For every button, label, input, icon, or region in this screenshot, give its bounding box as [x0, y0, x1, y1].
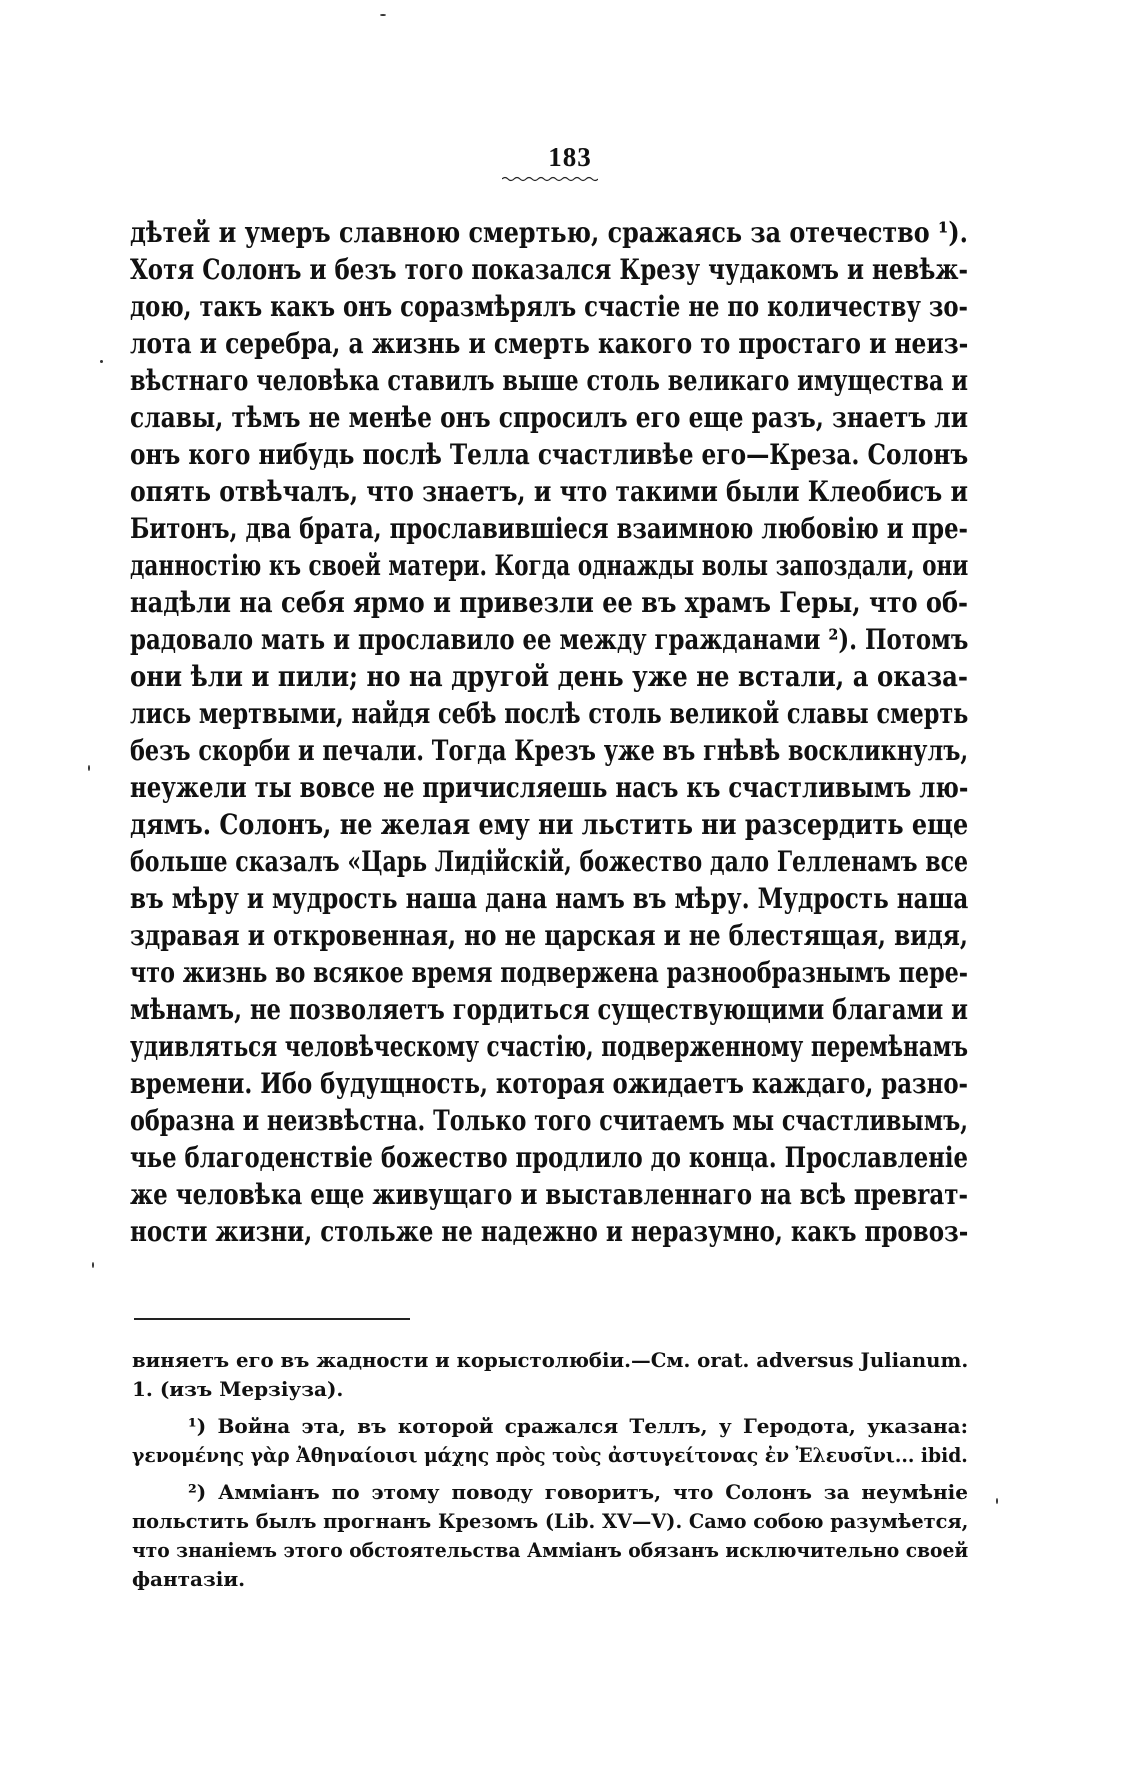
scan-speck [380, 14, 386, 16]
text-line: данностію къ своей матери. Когда однажды волы запоздали, они [130, 549, 969, 582]
text-line: онъ кого нибудь послѣ Телла счастливѣе его—Креза. Солонъ [130, 438, 969, 471]
text-line: вѣстнаго человѣка ставилъ выше столь великаго имущества и [130, 364, 968, 397]
footnote-2-line: польстить былъ прогнанъ Крезомъ (Lib. XV—V). Само собою разумѣется, [132, 1509, 969, 1533]
text-line: удивляться человѣческому счастію, подверженному перемѣнамъ [130, 1030, 968, 1063]
text-line: Хотя Солонъ и безъ того показался Крезу чудакомъ и невѣж- [130, 253, 969, 286]
text-line: дою, такъ какъ онъ соразмѣрялъ счастіе не по количеству зо- [130, 290, 968, 323]
footnote-2-line: фантазіи. [132, 1567, 246, 1591]
text-line: дѣтей и умеръ славною смертью, сражаясь за отечество ¹). [130, 216, 968, 249]
footnote-continuation-line: виняетъ его въ жадности и корыстолюбіи.—См. orat. adversus Julianum. [132, 1348, 969, 1372]
text-line: Битонъ, два брата, прославившіеся взаимною любовію и пре- [130, 512, 968, 545]
page-number: 183 [548, 142, 592, 172]
text-line: неужели ты вовсе не причисляешь насъ къ счастливымъ лю- [130, 771, 969, 804]
scan-speck [996, 1498, 998, 1504]
text-line: славы, тѣмъ не менѣе онъ спросилъ его еще разъ, знаетъ ли [130, 401, 969, 434]
text-line: больше сказалъ «Царь Лидійскій, божество дало Гелленамъ все [130, 845, 969, 878]
footnote-2-line: что знаніемъ этого обстоятельства Амміанъ обязанъ исключительно своей [132, 1538, 969, 1562]
footnote-2-line: ²) Амміанъ по этому поводу говоритъ, что Солонъ за неумѣніе [188, 1480, 968, 1504]
text-line: чье благоденствіе божество продлило до конца. Прославленіе [130, 1141, 968, 1174]
scan-speck [100, 360, 103, 363]
text-line: лота и серебра, а жизнь и смерть какого то простаго и неиз- [130, 327, 969, 360]
text-line: ности жизни, стольже не надежно и неразумно, какъ провоз- [130, 1215, 969, 1248]
text-line: что жизнь во всякое время подвержена разнообразнымъ пере- [130, 956, 969, 989]
scan-speck [88, 765, 90, 771]
text-line: же человѣка еще живущаго и выставленнаго на всѣ превrат- [130, 1178, 969, 1211]
text-line: времени. Ибо будущность, которая ожидаетъ каждаго, разно- [130, 1067, 969, 1100]
text-line: лись мертвыми, найдя себѣ послѣ столь великой славы смерть [130, 697, 969, 730]
footnote-separator [134, 1318, 410, 1320]
footnotes-block [132, 1346, 968, 1594]
text-line: надѣли на себя ярмо и привезли ее въ храмъ Геры, что об- [130, 586, 969, 619]
wavy-rule-icon [502, 176, 598, 182]
main-text-block [130, 214, 968, 1250]
text-line: безъ скорби и печали. Тогда Крезъ уже въ гнѣвѣ воскликнулъ, [130, 734, 969, 767]
text-line: дямъ. Солонъ, не желая ему ни льстить ни разсердить еще [130, 808, 969, 841]
footnote-1-line: ¹) Война эта, въ которой сражался Теллъ, у Геродота, указана: [188, 1414, 968, 1438]
text-line: опять отвѣчалъ, что знаетъ, и что такими были Клеобисъ и [130, 475, 968, 508]
footnote-1-greek-line: γενομένης γὰρ Ἀθηναίοισι μάχης πρὸς τοὺς ἀστυγείτονας ἐν Ἐλευσῖνι... ibid. [132, 1443, 968, 1467]
page-number-ornament [502, 176, 598, 182]
scan-speck [92, 1262, 94, 1268]
text-line: мѣнамъ, не позволяетъ гордиться существующими благами и [130, 993, 968, 1026]
text-line: образна и неизвѣстна. Только того считаемъ мы счастливымъ, [130, 1104, 969, 1137]
text-line: радовало мать и прославило ее между гражданами ²). Потомъ [130, 623, 969, 656]
text-line: они ѣли и пили; но на другой день уже не встали, а оказа- [130, 660, 969, 693]
text-line: здравая и откровенная, но не царская и не блестящая, видя, [130, 919, 968, 952]
text-line: въ мѣру и мудрость наша дана намъ въ мѣру. Мудрость наша [130, 882, 969, 915]
footnote-continuation-line: 1. (изъ Мерзіуза). [132, 1377, 344, 1401]
